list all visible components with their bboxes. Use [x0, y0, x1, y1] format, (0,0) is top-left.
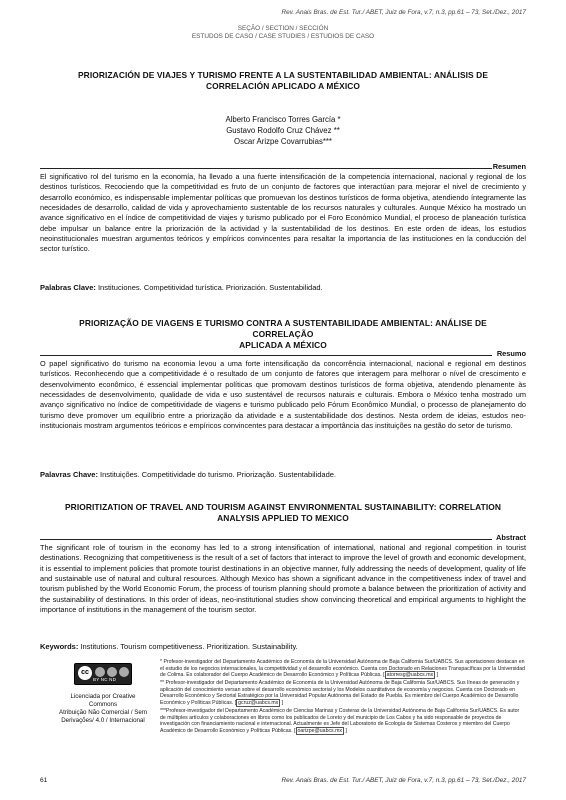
cc-terms: BY NC ND [93, 677, 117, 682]
keywords-pt [40, 470, 526, 480]
noderivatives-icon [119, 667, 129, 677]
running-header: Rev. Anais Bras. de Est. Tur./ ABET, Juiz de Fora, v.7, n.3, pp.61 – 73, Set./Dez., 2017 [281, 9, 526, 16]
cc-icon: cc [78, 666, 92, 680]
abstract-en: The significant role of tourism in the economy has led to a strong intensification of international, national and regional competition in tourist destinations. Recognizing that competitiveness is the result of a set of factors that interact to improve the level of growth and economic development, it is essential to implement policies that promote tourist destinations in an objective manner, fully addressing the needs of development, quality of life and sustainable use of natural and cultural resources. Although Mexico has shown a significant advance in the competitiveness index of travel and tourism published by the World Economic Forum, the process of tourism planning should promote a balance between the prioritization of activity and the sustainability of destinations. In this order of ideas, neo-institutional studies show convincing theoretical and empirical arguments to highlight the importance of institutions in the management of the tourism sector. [40, 543, 526, 615]
footnote-3 [160, 708, 526, 734]
divider-line [40, 355, 492, 356]
keywords-text-en: Institutions. Tourism competitiveness. Prioritization. Sustainability. [78, 642, 298, 651]
abstract-label-en: Abstract [496, 533, 526, 542]
abstract-label-pt: Resumo [496, 349, 526, 358]
footnote-3-email[interactable]: oarizpe@uabcs.mx [297, 727, 342, 734]
noncommercial-icon [107, 667, 117, 677]
divider-line [40, 539, 492, 540]
license-line-2: Atribuição Não Comercial / Sem [58, 709, 148, 716]
keywords-es [40, 283, 526, 293]
license-text [58, 693, 148, 725]
footnote-1-text: * Profesor-investigador del Departamento Académico de Economía de la Universidad Autónoma de Baja California Sur/UABCS. Sus aportaciones destacan en el estudio de los negocios internacionales, la competitividad y el desarrollo económico. Cuenta con Doctorado en Relaciones Transpacíficas por la Universidad de Colima. Es colaborador del Cuerpo Académico de Desarrollo Económico y Políticas Públicas. [ [160, 659, 526, 679]
section-heading [0, 25, 566, 41]
title-pt [50, 318, 516, 351]
footnote-1-email[interactable]: atorresg@uabcs.mx [386, 672, 434, 679]
footnote-2-tail: ] [280, 700, 284, 707]
license-block [58, 663, 148, 725]
running-footer: Rev. Anais Bras. de Est. Tur./ ABET, Juiz de Fora, v.7, n.3, pp.61 – 73, Set./Dez., 2017 [281, 777, 526, 784]
abstract-heading-en [40, 532, 526, 542]
footnote-1-tail: ] [435, 672, 439, 679]
page-number: 61 [40, 777, 48, 784]
keywords-text-es: Instituciones. Competitividad turística. Priorización. Sustentabilidad. [95, 283, 323, 292]
title-en-line-1: PRIORITIZATION OF TRAVEL AND TOURISM AGAINST ENVIRONMENTAL SUSTAINABILITY: CORRELATION [64, 502, 502, 512]
attribution-icon [95, 667, 105, 677]
keywords-label-es: Palabras Clave: [40, 283, 96, 292]
abstract-es: El significativo rol del turismo en la economía, ha llevado a una fuerte intensificación de la competencia internacional, nacional y regional de los destinos turísticos. Recociendo que la competitividad es fruto de un conjunto de factores que interactúan para mejorar el nivel de crecimiento y desarrollo económico, es indispensable implementar políticas que promuevan los destinos turísticos de forma objetiva, atendiendo íntegramente las necesidades de desarrollo, calidad de vida y aprovechamiento sustentable de los recursos naturales y culturales. Aunque México ha mostrado un avance significativo en el índice de competitividad de viajes y turismo publicado por el Foro Económico Mundial, el proceso de planeación turística debe impulsar un balance entre la priorización de la actividad y la sustentabilidad de los destinos. En este orden de ideas, los estudios neoinstitucionales muestran argumentos teóricos y empíricos convincentes para resaltar la importancia de las instituciones en la conducción del sector turístico. [40, 172, 526, 254]
abstract-heading-es [40, 161, 526, 171]
author-list [0, 114, 566, 147]
title-en [50, 502, 516, 524]
keywords-en [40, 642, 526, 652]
license-line-1: Licenciada por Creative Commons [70, 693, 136, 708]
footnote-1 [160, 659, 526, 679]
author-2: Gustavo Rodolfo Cruz Chávez ** [226, 126, 340, 135]
divider-line [40, 168, 492, 169]
abstract-heading-pt [40, 348, 526, 358]
title-es-line-2: CORRELACIÓN APLICADO A MÉXICO [205, 81, 361, 91]
license-line-3: Derivações/ 4.0 / Internacional [61, 717, 145, 724]
author-3: Oscar Arizpe Covarrubias*** [234, 137, 332, 146]
footnote-2-email[interactable]: gcruz@uabcs.mx [238, 700, 279, 707]
abstract-label-es: Resumen [492, 162, 526, 171]
footnote-3-tail: ] [344, 727, 347, 734]
title-en-line-2: ANALYSIS APPLIED TO MEXICO [217, 513, 349, 523]
section-line-1: SEÇÃO / SECTION / SECCIÓN [237, 25, 329, 32]
title-pt-line-1: PRIORIZAÇÃO DE VIAGENS E TURISMO CONTRA A SUSTENTABILIDADE AMBIENTAL: ANÁLISE DE CORRELAÇÃO [79, 318, 487, 339]
creative-commons-badge[interactable] [74, 663, 132, 685]
abstract-pt: O papel significativo do turismo na economia levou a uma forte intensificação da concorrência internacional, nacional e regional em destinos turísticos. Reconhecendo que a competitividade é o resultado de um conjunto de fatores que interagem para melhorar o nível de crescimento e desenvolvimento econômico, é essencial implementar políticas que promovam destinos turísticos de forma objetiva, atendendo plenamente às necessidades de desenvolvimento, qualidade de vida e uso sustentável de recursos naturais e culturais. Embora o México tenha mostrado um avanço significativo no índice de competitividade de viagens e turismo publicado pelo Fórum Econômico Mundial, o processo de planejamento do turismo deve promover um equilíbrio entre a priorização da atividade e a sustentabilidade dos destinos. Nesta ordem de ideias, estudos neo-institucionais mostram argumentos teóricos e empíricos convincentes para destacar a importância das instituições na gestão do setor de turismo. [40, 359, 526, 431]
section-line-2: ESTUDOS DE CASO / CASE STUDIES / ESTUDIOS DE CASO [191, 33, 375, 40]
title-es [50, 70, 516, 92]
title-pt-line-2: APLICADA A MÉXICO [239, 340, 327, 350]
author-1: Alberto Francisco Torres García * [225, 115, 341, 124]
title-es-line-1: PRIORIZACIÓN DE VIAJES Y TURISMO FRENTE A LA SUSTENTABILIDAD AMBIENTAL: ANÁLISIS DE [78, 70, 488, 80]
keywords-label-en: Keywords: [40, 642, 79, 651]
keywords-label-pt: Palavras Chave: [40, 470, 98, 479]
footnote-3-text: ***Profesor-investigador del Departamento Académico de Ciencias Marinas y Costeras de la Universidad Autónoma de Baja California Sur/UABCS. Es autor de múltiples artículos y colaboraciones en libros como los publicados de Loreto y del municipio de Los Cabos y ha sido responsable de proyectos de investigación con financiamiento nacional e internacional. Actualmente es Jefe del Laboratorio de Ecología de Sistemas Costeros y miembro del Cuerpo Académico de Desarrollo Económico y Políticas Públicas. [ [160, 708, 520, 734]
keywords-text-pt: Instituições. Competitividade do turismo. Priorização. Sustentabilidade. [97, 470, 336, 479]
footnote-2-text: ** Profesor-investigador del Departamento Académico de Economía de la Universidad Autónoma de Baja California Sur/UABCS. Sus líneas de generación y aplicación del conocimiento versan sobre el desarrollo económico sectorial y los Modelos cuantitativos de economía y negocios. Cuenta con Doctorado en Desarrollo Económico y Sectorial Estratégico por la Universidad Popular Autónoma del Estado de Puebla. Es miembro del Cuerpo Académico de Desarrollo Económico y Políticas Públicas. [ [160, 680, 520, 707]
author-footnotes [160, 659, 526, 736]
footnote-2 [160, 680, 526, 706]
